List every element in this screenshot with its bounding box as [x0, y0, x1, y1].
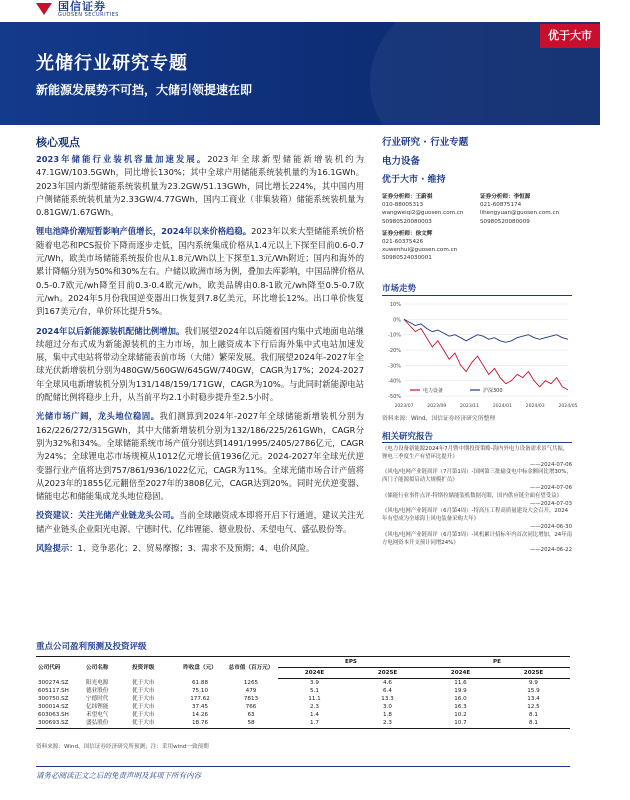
cell-price: 61.88	[191, 679, 208, 686]
cell-cap: 63	[247, 712, 255, 719]
related-reports-list	[382, 446, 572, 555]
related-report-date: ——2024-06-22	[529, 547, 572, 554]
report-industry: 电力设备	[382, 156, 421, 167]
analyst-2-name: 证券分析师：李恒源	[480, 194, 531, 200]
legend-label: 沪深300	[483, 388, 503, 394]
analyst-1-tel: 010-88005313	[382, 202, 424, 209]
market-trend-chart	[382, 298, 578, 410]
forecast-table	[36, 656, 570, 729]
cell-eps1: 5.1	[310, 688, 319, 695]
cell-name: 阳光电源	[86, 679, 109, 686]
analyst-1-email[interactable]: wangweiqi2@guosen.com.cn	[382, 210, 464, 217]
cell-rating: 优于大市	[132, 696, 155, 703]
col-header-pe: PE	[424, 657, 570, 668]
cell-price: 75.10	[191, 688, 208, 695]
analyst-2-tel: 021-60875174	[480, 202, 522, 209]
x-tick-label: 2024/05	[558, 404, 578, 409]
cell-eps2: 13.3	[381, 696, 394, 703]
cell-code: 300750.SZ	[38, 696, 69, 703]
title-banner	[0, 22, 600, 125]
paragraph-6	[36, 542, 364, 555]
paragraph-5-highlight: 投资建议：关注光储产业链龙头公司。	[36, 510, 180, 521]
report-category: 行业研究 · 行业专题	[382, 137, 469, 148]
col-header-eps-2024: 2024E	[278, 668, 351, 679]
paragraph-3	[36, 325, 364, 405]
cell-eps1: 1.4	[310, 712, 319, 719]
col-header-name: 公司名称	[84, 657, 130, 679]
rating-tag: 优于大市	[540, 24, 600, 48]
analyst-2-cert: S0980520080009	[480, 218, 530, 225]
cell-pe2: 15.9	[527, 688, 540, 695]
x-tick-label: 2023/07	[394, 404, 414, 409]
col-header-rating: 投资评级	[130, 657, 176, 679]
legend-label: 电力设备	[423, 388, 444, 394]
y-tick-label: -40%	[388, 378, 401, 385]
table-row	[36, 703, 570, 711]
cell-pe2: 13.4	[527, 696, 540, 703]
paragraph-4-text: 我们测算到2024年-2027年全球储能新增装机分别为162/226/272/315GWh，其中大储新增装机分别为132/186/225/261GWh，CAGR分别为32%和34%。全球储能系统市场产值分别达到1491/1995/2405/2786亿元，CAGR为24%；全球锂电芯市场规模从1012亿元增长值1936亿元。2024-2027年全球光伏逆变器行业产值将达到757/861/936/1022亿元，CAGR为11%。全球光储市场合计产值将从2023年的1855亿元翻倍至2027年的3808亿元，CAGR达到20%。同时光伏逆变器、储能电芯和储能集成龙头地位稳固。	[36, 411, 364, 502]
cell-eps2: 2.3	[351, 719, 424, 728]
cell-price: 37.45	[191, 704, 208, 711]
y-tick-label: -30%	[388, 363, 401, 370]
paragraph-2	[36, 225, 364, 318]
cell-price: 18.76	[176, 719, 224, 728]
cell-eps2: 1.8	[383, 712, 392, 719]
analyst-1-cert: S0980520080003	[382, 218, 432, 225]
cell-rating: 优于大市	[132, 704, 155, 711]
cell-rating: 优于大市	[132, 688, 155, 695]
related-report-date: ——2024-07-03	[529, 500, 572, 507]
table-row	[36, 711, 570, 719]
paragraph-6-highlight: 风险提示：	[36, 543, 78, 554]
market-trend-divider	[382, 295, 572, 296]
x-tick-label: 2024/01	[492, 404, 512, 409]
series-line-沪深300	[404, 319, 568, 342]
related-report-date: ——2024-06-30	[529, 523, 572, 530]
cell-pe2: 12.5	[527, 704, 540, 711]
chart-source: 资料来源：Wind、国信证券经济研究所整理	[382, 416, 496, 422]
paragraph-5	[36, 509, 364, 536]
paragraph-3-highlight: 2024年以后新能源装机配储比例增加。	[36, 325, 185, 336]
cell-rating: 优于大市	[132, 679, 155, 686]
related-report[interactable]	[382, 469, 572, 492]
cell-code: 603063.SH	[38, 712, 69, 719]
cell-eps1: 11.1	[308, 696, 321, 703]
cell-cap: 766	[245, 704, 257, 711]
paragraph-3-text: 我们展望2024年以后随着国内集中式地面电站继续超过分布式成为新能源装机的主力市场，加上融资成本下行后海外集中式电站加速发展，集中式电站将带动全球储能表前市场（大储）繁荣发展。我们展望2024年-2027年全球光伏新增装机分别为480GW/560GW/645GW/740GW，CAGR为17%；2024-2027年全球风电新增装机分别为131/148/159/171GW，CAGR为10%。与此同时新能源电站的配储比例将稳步上升，从当前平均2.1小时稳步提升至2.5小时。	[36, 325, 365, 403]
related-report-date: ——2024-07-06	[529, 484, 572, 491]
related-report[interactable]	[382, 446, 572, 469]
analyst-3-tel: 021-60375426	[382, 239, 424, 246]
cell-pe1: 16.3	[454, 704, 467, 711]
analyst-3-name: 证券分析师：徐文辉	[382, 230, 433, 237]
cell-code: 300693.SZ	[36, 719, 84, 728]
y-tick-label: -20%	[388, 348, 401, 354]
table-row	[36, 695, 570, 703]
cell-price: 14.26	[191, 712, 208, 719]
industry-rating: 优于大市 · 维持	[382, 175, 446, 185]
cell-eps2: 4.6	[383, 680, 392, 686]
col-header-code: 公司代码	[36, 657, 84, 679]
related-report-text: 《风电/电网产业链周评（6月第4周）-特高压工程高质量建设大会召开，2024年有望成为全球海上风电装备采购大年》	[382, 508, 569, 523]
analyst-2-email[interactable]: lihengyuan@guosen.com.cn	[480, 210, 560, 217]
cell-cap: 58	[224, 719, 278, 728]
related-reports-title: 相关研究报告	[382, 432, 434, 442]
cell-rating: 优于大市	[130, 719, 176, 728]
logo-mark-icon	[36, 3, 52, 15]
table-row	[36, 679, 570, 688]
cell-eps1: 3.9	[310, 680, 319, 686]
cell-name: 禾望电气	[86, 712, 109, 719]
cell-eps1: 1.7	[278, 719, 351, 728]
footer-divider	[36, 766, 570, 767]
paragraph-6-text: 1、竞争恶化；2、贸易摩擦；3、需求不及预期；4、电价风险。	[77, 543, 315, 554]
y-tick-label: 0%	[393, 317, 401, 324]
col-header-cap: 总市值（百万元）	[224, 657, 278, 679]
analyst-grid	[382, 193, 572, 226]
related-report[interactable]	[382, 508, 572, 531]
analyst-1	[382, 193, 474, 226]
cell-code: 300014.SZ	[38, 704, 69, 711]
y-tick-label: -50%	[388, 394, 401, 400]
footer-disclaimer[interactable]: 请务必阅读正文之后的免责声明及其项下所有内容	[36, 771, 201, 780]
cell-name: 盛弘股份	[84, 719, 130, 728]
x-tick-label: 2024/03	[525, 404, 545, 409]
cell-name: 德业股份	[86, 688, 109, 695]
cell-cap: 1265	[243, 679, 259, 686]
paragraph-2-highlight: 锂电池降价潮短暂影响产值增长，2024年以来价格趋稳。	[36, 226, 252, 237]
cell-pe1: 16.0	[454, 696, 467, 703]
related-report[interactable]	[382, 493, 572, 509]
x-tick-label: 2023/09	[427, 404, 447, 409]
paragraph-2-text: 2023年以来大型储能系统价格随着电芯和PCS报价下降而逐步走低，国内系统集成价格从1.4元以上下探至目前0.6-0.7元/Wh，欧美市场储能系统报价也从1.8元/Wh以上下探至1.3元/Wh附近；国内和海外的累计降幅分别为50%和30%左右。户储以欧洲市场为例，叠加去库影响，中国品牌价格从0.5-0.7欧元/wh降至目前0.3-0.4欧元/wh，欧美品牌由0.8-1欧元/wh降至0.5-0.7欧元/wh。2024年5月份我国逆变器出口恢复到7.8亿美元，环比增长12%。出口单价恢复到167美元/台，单价环比提升5%。	[36, 226, 364, 317]
y-tick-label: 10%	[389, 302, 401, 308]
col-header-pe-2024: 2024E	[424, 668, 497, 679]
related-report-text: 《风电/电网产业链周评（7月第1周）-国网第三批输变电中标金额同比增30%，西门子能源拟启动大规模扩员》	[382, 469, 572, 484]
cell-pe1: 19.9	[454, 688, 467, 695]
y-tick-label: -10%	[388, 332, 401, 339]
cell-pe2: 9.9	[529, 680, 538, 686]
report-subtitle: 新能源发展势不可挡，大储引领提速在即	[36, 83, 253, 97]
cell-cap: 7813	[243, 696, 259, 703]
analyst-3-cert: S0980524030001	[382, 255, 432, 262]
analyst-3-email[interactable]: xuwenhui@guosen.com.cn	[382, 247, 458, 254]
market-trend-title: 市场走势	[382, 284, 417, 294]
cell-eps1: 2.3	[310, 704, 319, 711]
table-source: 资料来源：Wind、国信证券经济研究所预测；注：采用wind一致预期	[36, 744, 209, 750]
cell-eps2: 6.4	[383, 688, 392, 695]
analyst-1-name: 证券分析师：王蔚祺	[382, 194, 433, 200]
core-view-body	[36, 153, 364, 561]
col-header-eps-2025: 2025E	[351, 668, 424, 679]
report-title: 光储行业研究专题	[36, 53, 188, 74]
cell-pe1: 10.2	[454, 712, 467, 719]
related-reports-divider	[382, 442, 572, 443]
cell-name: 亿纬锂能	[86, 704, 109, 711]
paragraph-1-text: 2023年全球新型储能新增装机约为47.1GW/103.5GWh，同比增长130%；其中全球户用储能系统装机量约为16.1GWh。2023年国内新型储能系统装机量为23.2GW/51.13GWh，同比增长224%，其中国内用户侧储能系统装机量为2.33GW/4.77GWh，国内工商业（非集装箱）储能系统装机量为0.81GW/1.67GWh。	[36, 154, 365, 218]
cell-pe1: 10.7	[424, 719, 497, 728]
paragraph-5-text: 当前全球融资成本即将开启下行通道，建议关注光储产业链头企业阳光电源、宁德时代、亿纬锂能、德业股份、禾望电气、盛弘股份等。	[36, 510, 364, 534]
forecast-table-title: 重点公司盈利预测及投资评级	[36, 642, 147, 652]
col-header-pe-2025: 2025E	[497, 668, 570, 679]
core-view-title: 核心观点	[36, 136, 80, 149]
report-meta	[382, 134, 572, 263]
col-header-eps: EPS	[278, 657, 424, 668]
related-report[interactable]	[382, 532, 572, 555]
company-logo	[36, 0, 156, 18]
logo-en-text: GUOSEN SECURITIES	[58, 11, 119, 18]
cell-rating: 优于大市	[132, 712, 155, 719]
paragraph-4	[36, 410, 364, 503]
related-report-date: ——2024-07-06	[529, 461, 572, 468]
analyst-3	[382, 230, 572, 263]
related-report-text: 《电力设备新能源2024年7月暨中期投资策略-海内外电力设备需求景气共振，锂电三季度生产有望环比提升》	[382, 446, 569, 460]
paragraph-1	[36, 153, 364, 219]
cell-pe1: 11.6	[454, 680, 467, 686]
market-trend-svg	[382, 298, 578, 410]
cell-price: 177.62	[190, 696, 210, 703]
col-header-price: 昨收盘（元）	[176, 657, 224, 679]
table-row	[36, 719, 570, 728]
analyst-2	[480, 193, 572, 226]
cell-code: 300274.SZ	[38, 679, 69, 686]
cell-cap: 479	[245, 688, 257, 695]
paragraph-1-highlight: 2023年储能行业装机容量加速发展。	[36, 154, 208, 164]
related-report-text: 《风电/电网产业链周评（6月第3周）-风机累计招标年内首次同比增加，24年南方电网资本开支预计同增24%》	[382, 531, 572, 546]
x-tick-label: 2023/11	[460, 404, 480, 409]
cell-eps2: 3.0	[383, 704, 392, 711]
related-report-text: 《储能行业事件点评-特斯拉储能装机数据亮眼，国内供应链全面有望受益》	[382, 492, 562, 499]
cell-pe2: 8.1	[529, 712, 538, 719]
cell-name: 宁德时代	[86, 696, 109, 703]
table-row	[36, 687, 570, 695]
cell-pe2: 8.1	[497, 719, 570, 728]
cell-code: 605117.SH	[38, 688, 69, 695]
paragraph-4-highlight: 光储市场广阔，龙头地位稳固。	[36, 411, 160, 422]
logo-cn-text: 国信证券	[58, 0, 106, 13]
